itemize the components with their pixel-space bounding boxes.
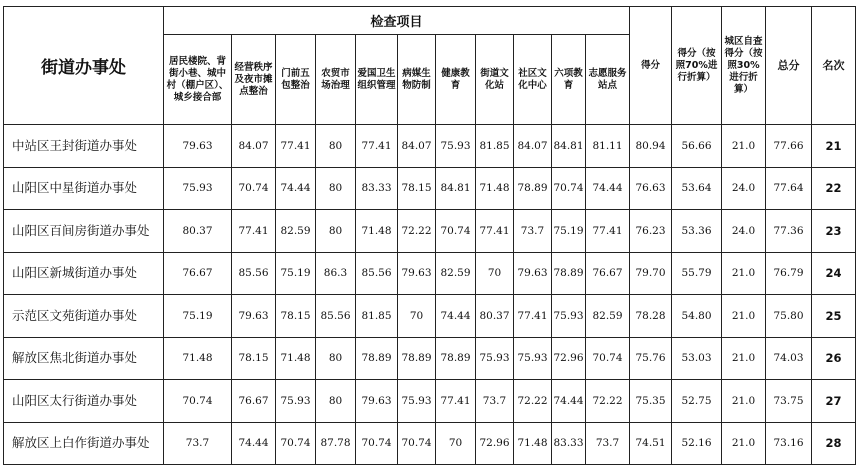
- item-score: 75.93: [164, 167, 232, 210]
- item-score: 75.93: [476, 337, 514, 380]
- item-score: 75.93: [514, 337, 552, 380]
- district-name: 示范区文苑街道办事处: [4, 295, 164, 338]
- rank-header: 名次: [812, 7, 856, 125]
- district-name: 山阳区百间房街道办事处: [4, 210, 164, 253]
- district-name: 山阳区中星街道办事处: [4, 167, 164, 210]
- item-score: 87.78: [316, 422, 356, 465]
- table-row: [4, 125, 856, 168]
- district-col-header: 街道办事处: [4, 7, 164, 125]
- item-score: 70.74: [164, 380, 232, 423]
- item-score: 77.41: [232, 210, 276, 253]
- item-score: 70.74: [436, 210, 476, 253]
- item-score: 70: [398, 295, 436, 338]
- item-score: 84.07: [398, 125, 436, 168]
- item-header: 居民楼院、背街小巷、城中村（棚户区）、城乡接合部: [164, 35, 232, 125]
- district-score-cell: 24.0: [722, 167, 766, 210]
- item-header: 爱国卫生组织管理: [356, 35, 398, 125]
- score70-cell: 52.16: [672, 422, 722, 465]
- table-row: [4, 167, 856, 210]
- district-name: 山阳区太行街道办事处: [4, 380, 164, 423]
- score-cell: 78.28: [630, 295, 672, 338]
- item-score: 85.56: [356, 252, 398, 295]
- item-score: 72.22: [514, 380, 552, 423]
- score-cell: 74.51: [630, 422, 672, 465]
- district-score-cell: 21.0: [722, 422, 766, 465]
- item-score: 74.44: [586, 167, 630, 210]
- table-row: [4, 295, 856, 338]
- item-score: 78.89: [552, 252, 586, 295]
- item-score: 76.67: [586, 252, 630, 295]
- district-name: 解放区上白作街道办事处: [4, 422, 164, 465]
- item-score: 79.63: [514, 252, 552, 295]
- rank-cell: 21: [812, 125, 856, 168]
- item-score: 74.44: [436, 295, 476, 338]
- item-score: 84.81: [436, 167, 476, 210]
- item-score: 85.56: [316, 295, 356, 338]
- score-cell: 75.35: [630, 380, 672, 423]
- item-score: 77.41: [476, 210, 514, 253]
- item-score: 78.89: [436, 337, 476, 380]
- item-score: 71.48: [514, 422, 552, 465]
- table-row: [4, 380, 856, 423]
- item-score: 70.74: [586, 337, 630, 380]
- item-header: 志愿服务站点: [586, 35, 630, 125]
- inspection-group-header: 检查项目: [164, 7, 630, 35]
- item-score: 77.41: [276, 125, 316, 168]
- item-header: 病媒生物防制: [398, 35, 436, 125]
- item-header: 社区文化中心: [514, 35, 552, 125]
- item-score: 80: [316, 167, 356, 210]
- score-cell: 76.63: [630, 167, 672, 210]
- item-header: 健康教育: [436, 35, 476, 125]
- total-cell: 75.80: [766, 295, 812, 338]
- item-score: 80: [316, 380, 356, 423]
- total-cell: 76.79: [766, 252, 812, 295]
- item-score: 77.41: [586, 210, 630, 253]
- item-score: 78.15: [276, 295, 316, 338]
- item-score: 84.07: [514, 125, 552, 168]
- item-score: 83.33: [552, 422, 586, 465]
- item-score: 75.93: [276, 380, 316, 423]
- rank-cell: 24: [812, 252, 856, 295]
- table-row: [4, 252, 856, 295]
- item-score: 70.74: [276, 422, 316, 465]
- item-score: 80.37: [164, 210, 232, 253]
- rank-cell: 25: [812, 295, 856, 338]
- item-score: 73.7: [476, 380, 514, 423]
- item-score: 71.48: [276, 337, 316, 380]
- rank-cell: 27: [812, 380, 856, 423]
- district-name: 山阳区新城街道办事处: [4, 252, 164, 295]
- item-score: 72.22: [586, 380, 630, 423]
- score70-cell: 56.66: [672, 125, 722, 168]
- score70-cell: 52.75: [672, 380, 722, 423]
- item-score: 80: [316, 337, 356, 380]
- item-score: 79.63: [356, 380, 398, 423]
- rank-cell: 22: [812, 167, 856, 210]
- district-score-cell: 21.0: [722, 337, 766, 380]
- total-header: 总分: [766, 7, 812, 125]
- district-name: 解放区焦北街道办事处: [4, 337, 164, 380]
- item-header: 街道文化站: [476, 35, 514, 125]
- item-score: 75.93: [436, 125, 476, 168]
- item-score: 86.3: [316, 252, 356, 295]
- score-cell: 79.70: [630, 252, 672, 295]
- item-score: 72.22: [398, 210, 436, 253]
- item-score: 80.37: [476, 295, 514, 338]
- item-score: 81.85: [476, 125, 514, 168]
- score-cell: 75.76: [630, 337, 672, 380]
- item-score: 72.96: [476, 422, 514, 465]
- item-score: 78.89: [514, 167, 552, 210]
- item-header: 六项教育: [552, 35, 586, 125]
- item-score: 70.74: [356, 422, 398, 465]
- item-score: 79.63: [398, 252, 436, 295]
- item-score: 74.44: [232, 422, 276, 465]
- item-score: 85.56: [232, 252, 276, 295]
- item-score: 76.67: [164, 252, 232, 295]
- item-header: 经营秩序及夜市摊点整治: [232, 35, 276, 125]
- score-table: [3, 6, 856, 465]
- item-score: 75.93: [398, 380, 436, 423]
- item-score: 81.85: [356, 295, 398, 338]
- district-score-cell: 21.0: [722, 125, 766, 168]
- score70-cell: 53.36: [672, 210, 722, 253]
- score70-cell: 55.79: [672, 252, 722, 295]
- district-score-header: 城区自查得分（按照30%进行折算）: [722, 7, 766, 125]
- table-row: [4, 422, 856, 465]
- item-score: 75.19: [552, 210, 586, 253]
- score70-header: 得分（按照70%进行折算）: [672, 7, 722, 125]
- score70-cell: 53.64: [672, 167, 722, 210]
- item-score: 81.11: [586, 125, 630, 168]
- item-score: 78.15: [398, 167, 436, 210]
- item-score: 70: [476, 252, 514, 295]
- item-score: 80: [316, 125, 356, 168]
- item-header: 农贸市场治理: [316, 35, 356, 125]
- score70-cell: 54.80: [672, 295, 722, 338]
- item-score: 73.7: [586, 422, 630, 465]
- item-score: 78.89: [398, 337, 436, 380]
- item-score: 72.96: [552, 337, 586, 380]
- item-score: 82.59: [276, 210, 316, 253]
- item-score: 75.93: [552, 295, 586, 338]
- item-score: 80: [316, 210, 356, 253]
- score70-cell: 53.03: [672, 337, 722, 380]
- district-score-cell: 21.0: [722, 252, 766, 295]
- item-score: 71.48: [476, 167, 514, 210]
- rank-cell: 26: [812, 337, 856, 380]
- item-score: 82.59: [586, 295, 630, 338]
- total-cell: 74.03: [766, 337, 812, 380]
- item-score: 78.15: [232, 337, 276, 380]
- total-cell: 77.36: [766, 210, 812, 253]
- total-cell: 73.75: [766, 380, 812, 423]
- item-score: 70.74: [398, 422, 436, 465]
- item-score: 73.7: [514, 210, 552, 253]
- table-row: [4, 210, 856, 253]
- item-score: 83.33: [356, 167, 398, 210]
- item-score: 79.63: [164, 125, 232, 168]
- item-score: 77.41: [356, 125, 398, 168]
- district-name: 中站区王封街道办事处: [4, 125, 164, 168]
- item-score: 70.74: [552, 167, 586, 210]
- score-header: 得分: [630, 7, 672, 125]
- item-score: 71.48: [356, 210, 398, 253]
- item-score: 77.41: [514, 295, 552, 338]
- total-cell: 77.64: [766, 167, 812, 210]
- item-score: 79.63: [232, 295, 276, 338]
- item-score: 73.7: [164, 422, 232, 465]
- item-score: 84.81: [552, 125, 586, 168]
- district-score-cell: 21.0: [722, 295, 766, 338]
- item-score: 82.59: [436, 252, 476, 295]
- total-cell: 77.66: [766, 125, 812, 168]
- score-cell: 76.23: [630, 210, 672, 253]
- item-score: 77.41: [436, 380, 476, 423]
- item-score: 75.19: [276, 252, 316, 295]
- district-score-cell: 21.0: [722, 380, 766, 423]
- rank-cell: 23: [812, 210, 856, 253]
- rank-cell: 28: [812, 422, 856, 465]
- item-score: 70.74: [232, 167, 276, 210]
- table-row: [4, 337, 856, 380]
- item-score: 74.44: [552, 380, 586, 423]
- item-header: 门前五包整治: [276, 35, 316, 125]
- score-cell: 80.94: [630, 125, 672, 168]
- total-cell: 73.16: [766, 422, 812, 465]
- item-score: 70: [436, 422, 476, 465]
- district-score-cell: 24.0: [722, 210, 766, 253]
- item-score: 84.07: [232, 125, 276, 168]
- item-score: 76.67: [232, 380, 276, 423]
- item-score: 71.48: [164, 337, 232, 380]
- item-score: 78.89: [356, 337, 398, 380]
- item-score: 74.44: [276, 167, 316, 210]
- item-score: 75.19: [164, 295, 232, 338]
